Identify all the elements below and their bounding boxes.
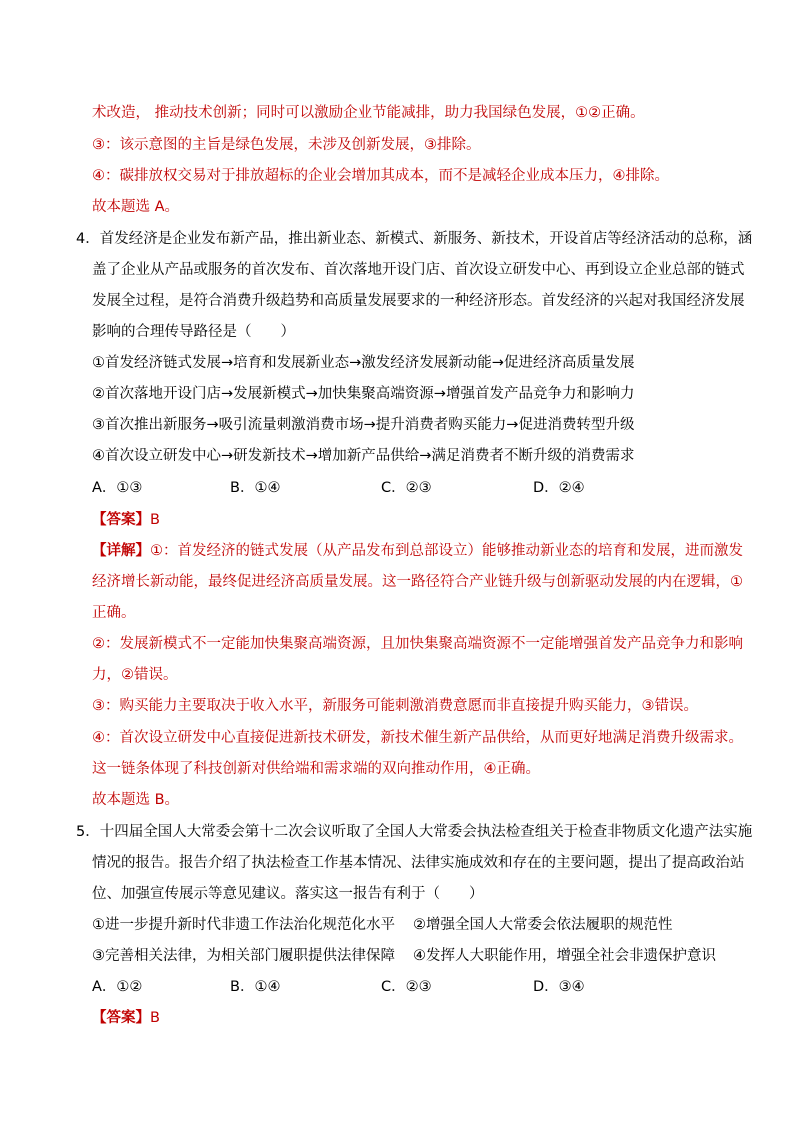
q4-detail-line-5: 力，②错误。: [92, 667, 178, 683]
prev-explanation-line-3: ④：碳排放权交易对于排放超标的企业会增加其成本，而不是减轻企业成本压力，④排除。: [92, 168, 669, 184]
q5-option-c: C．②③: [381, 979, 432, 995]
q5-stem-line-2: 情况的报告。报告介绍了执法检查工作基本情况、法律实施成效和存在的主要问题，提出了提高政治站: [92, 855, 745, 871]
q4-option-b: B．①④: [230, 480, 281, 496]
q5-stem-line-1: 5．十四届全国人大常委会第十二次会议听取了全国人大常委会执法检查组关于检查非物质文化遗产法实施: [76, 824, 753, 840]
q5-answer: [92, 1008, 160, 1030]
q4-detail-line-1: [92, 541, 743, 563]
q5-item-3: ③完善相关法律，为相关部门履职提供法律保障: [92, 948, 395, 964]
q5-option-b: B．①④: [230, 979, 281, 995]
q4-option-c: C．②③: [381, 480, 432, 496]
q5-stem-line-3: 位、加强宣传展示等意见建议。落实这一报告有利于（ ）: [92, 886, 484, 902]
q4-conclusion: 故本题选 B。: [92, 792, 180, 808]
q4-option-a: A．①③: [92, 480, 143, 496]
detail-text: ①：首发经济的链式发展（从产品发布到总部设立）能够推动新业态的培育和发展，进而激发: [150, 543, 743, 559]
prev-conclusion: 故本题选 A。: [92, 199, 180, 215]
q4-detail-line-3: 正确。: [92, 605, 136, 621]
answer-tag: 【答案】: [92, 1010, 150, 1026]
answer-tag: 【答案】: [92, 512, 150, 528]
q5-option-d: D．③④: [533, 979, 585, 995]
q5-item-4: ④发挥人大职能作用，增强全社会非遗保护意识: [413, 948, 716, 964]
prev-explanation-line-2: ③：该示意图的主旨是绿色发展，未涉及创新发展，③排除。: [92, 137, 481, 153]
q4-stem-line-3: 发展全过程，是符合消费升级趋势和高质量发展要求的一种经济形态。首发经济的兴起对我国经济发展: [92, 293, 745, 309]
prev-explanation-line-1: 术改造， 推动技术创新；同时可以激励企业节能减排，助力我国绿色发展，①②正确。: [92, 105, 645, 121]
q4-stem-line-2: 盖了企业从产品或服务的首次发布、首次落地开设门店、首次设立研发中心、再到设立企业总部的链式: [92, 262, 745, 278]
q4-detail-line-7: ④：首次设立研发中心直接促进新技术研发，新技术催生新产品供给，从而更好地满足消费升级需求。: [92, 730, 743, 746]
q4-option-d: D．②④: [533, 480, 585, 496]
q4-detail-line-8: 这一链条体现了科技创新对供给端和需求端的双向推动作用，④正确。: [92, 761, 540, 777]
q4-stem-line-1: 4．首发经济是企业发布新产品，推出新业态、新模式、新服务、新技术，开设首店等经济活动的总称，涵: [76, 231, 753, 247]
q5-option-a: A．①②: [92, 979, 143, 995]
q4-item-3: ③首次推出新服务→吸引流量刺激消费市场→提升消费者购买能力→促进消费转型升级: [92, 417, 635, 433]
q4-item-2: ②首次落地开设门店→发展新模式→加快集聚高端资源→增强首发产品竞争力和影响力: [92, 386, 635, 402]
q4-answer: [92, 510, 160, 532]
q4-detail-line-6: ③：购买能力主要取决于收入水平，新服务可能刺激消费意愿而非直接提升购买能力，③错误。: [92, 698, 698, 714]
q4-item-4: ④首次设立研发中心→研发新技术→增加新产品供给→满足消费者不断升级的消费需求: [92, 448, 635, 464]
q4-item-1: ①首发经济链式发展→培育和发展新业态→激发经济发展新动能→促进经济高质量发展: [92, 355, 635, 371]
q4-stem-line-4: 影响的合理传导路径是（ ）: [92, 324, 295, 340]
answer-value: B: [150, 1010, 160, 1026]
q5-item-2: ②增强全国人大常委会依法履职的规范性: [413, 917, 673, 933]
q4-detail-line-2: 经济增长新动能，最终促进经济高质量发展。这一路径符合产业链升级与创新驱动发展的内在逻辑，①: [92, 574, 743, 590]
q5-item-1: ①进一步提升新时代非遗工作法治化规范化水平: [92, 917, 395, 933]
q4-detail-line-4: ②：发展新模式不一定能加快集聚高端资源，且加快集聚高端资源不一定能增强首发产品竞争力和影响: [92, 636, 743, 652]
answer-value: B: [150, 512, 160, 528]
detail-tag: 【详解】: [92, 543, 150, 559]
